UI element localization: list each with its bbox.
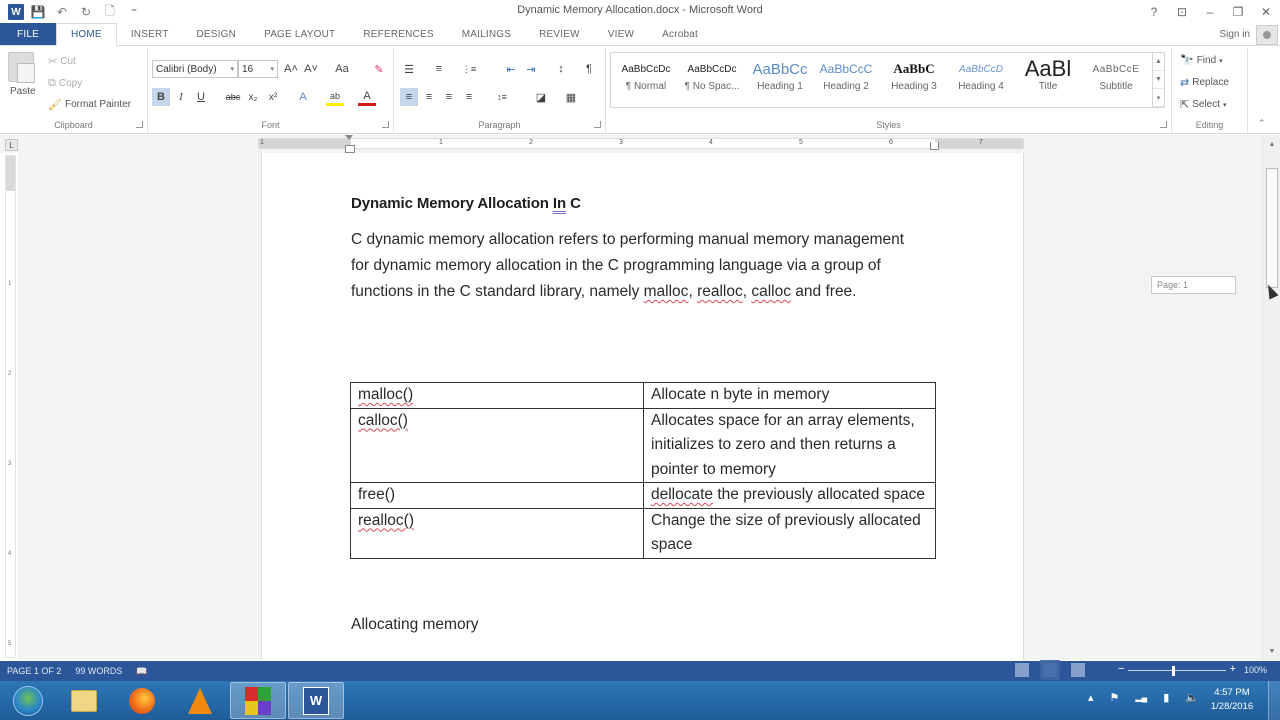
line-spacing-button[interactable]: ↕≡ [497, 92, 507, 102]
chevron-down-icon: ▾ [270, 66, 274, 73]
system-clock[interactable] [1200, 686, 1264, 714]
align-center-button[interactable]: ≡ [425, 91, 433, 103]
function-name: malloc() [358, 386, 414, 403]
brush-icon: 🖌 [48, 99, 62, 111]
right-indent-marker[interactable] [930, 142, 939, 150]
ruler-tick: 1 [8, 281, 12, 287]
italic-button[interactable]: I [179, 91, 183, 103]
zoom-slider[interactable] [1118, 665, 1236, 677]
firefox-icon [129, 688, 155, 714]
action-center-flag-icon[interactable]: ⚑ [1109, 692, 1120, 704]
zoom-track[interactable] [1128, 670, 1226, 671]
ruler-tick: 5 [799, 139, 803, 146]
style-name: Heading 1 [757, 81, 803, 92]
ruler-tick: 4 [709, 139, 713, 146]
intro-paragraph [351, 227, 916, 305]
style-heading-4[interactable] [948, 57, 1014, 103]
cut-label: Cut [60, 56, 76, 67]
styles-gallery-scroll [1152, 53, 1164, 107]
table-row [351, 483, 936, 509]
tab-design[interactable]: DESIGN [196, 28, 237, 40]
clipboard-dialog-launcher[interactable] [136, 121, 143, 128]
sort-button[interactable]: ↕ [558, 63, 564, 75]
text-effects-button[interactable]: A [299, 91, 307, 103]
copy-label: Copy [58, 78, 83, 89]
ribbon [0, 46, 1280, 134]
paragraph-group [394, 48, 606, 132]
tab-home[interactable]: HOME [56, 23, 117, 46]
table-cell-description[interactable]: Allocates space for an array elements, initializes to zero and then returns a pointer to memory [644, 408, 936, 483]
minimize-button[interactable]: – [1206, 5, 1214, 19]
show-marks-button[interactable]: ¶ [586, 63, 592, 75]
font-color-button[interactable]: A [358, 88, 376, 106]
clipboard-group [0, 48, 148, 132]
style-sample: AaBbCc [752, 60, 808, 78]
folder-icon [71, 690, 97, 712]
copy-icon: ⧉ [48, 77, 56, 89]
editing-group-label: Editing [1195, 120, 1224, 130]
paste-label-wrap [10, 86, 36, 97]
style-name: ¶ No Spac... [684, 81, 740, 92]
start-button[interactable] [0, 682, 56, 719]
chevron-down-icon: ▾ [1219, 57, 1223, 65]
ruler-tick: 6 [889, 139, 893, 146]
style-heading-1[interactable] [747, 57, 813, 103]
borders-button[interactable]: ▦ [565, 91, 577, 104]
zoom-out-button[interactable]: − [1118, 663, 1125, 675]
ribbon-tabs [0, 24, 1280, 46]
table-cell-description[interactable] [644, 483, 936, 509]
window-title: Dynamic Memory Allocation.docx - Microsoft Word [517, 4, 763, 16]
tab-insert[interactable]: INSERT [130, 28, 169, 40]
new-document-icon[interactable]: 🗋 [105, 3, 115, 18]
style-sample: AaBbCcE [1092, 63, 1140, 75]
paragraph-text: C dynamic memory allocation refers to performing manual memory management for dynamic memory allocation in the C programming language via a group of functions in the C standard library, namely [351, 231, 905, 300]
style-heading-2[interactable] [813, 57, 879, 103]
functions-table[interactable] [350, 382, 936, 559]
scissors-icon: ✂ [48, 56, 58, 68]
select-cursor-icon: ⇱ [1180, 99, 1190, 111]
numbering-button[interactable]: ≡ [435, 63, 443, 75]
function-name: realloc() [358, 511, 414, 529]
spelling-flagged-word: calloc [751, 283, 791, 300]
binoculars-icon: 🔭 [1180, 55, 1194, 67]
description-text: the previously allocated space [713, 486, 926, 503]
style-heading-3[interactable] [881, 57, 947, 103]
taskbar-app[interactable] [230, 682, 286, 719]
show-desktop-button[interactable] [1268, 681, 1280, 720]
tab-view[interactable]: VIEW [607, 28, 635, 40]
ruler-tick: 1 [439, 139, 443, 146]
scroll-down-icon[interactable]: ▼ [1268, 647, 1276, 655]
style-name: Heading 3 [891, 81, 937, 92]
heading-text: C [566, 195, 581, 212]
table-row [351, 408, 936, 483]
multilevel-list-button[interactable]: ⋮≡ [461, 63, 477, 74]
show-hidden-icons[interactable]: ▴ [1088, 692, 1094, 704]
strikethrough-button[interactable]: abc [225, 92, 241, 102]
horizontal-ruler[interactable] [258, 138, 1024, 149]
taskbar-explorer[interactable] [56, 682, 112, 719]
table-cell-description[interactable]: Allocate n byte in memory [644, 383, 936, 409]
ruler-tick: 2 [8, 371, 12, 377]
tab-file[interactable]: FILE [0, 23, 56, 45]
find-button[interactable] [1180, 54, 1223, 67]
shrink-font-button[interactable]: A˅ [304, 63, 318, 75]
page-count-status[interactable]: PAGE 1 OF 2 [7, 666, 62, 676]
volume-icon[interactable]: 🔈 [1185, 692, 1199, 704]
font-group-label: Font [261, 120, 280, 130]
scrollbar-thumb[interactable] [1266, 168, 1278, 288]
taskbar-word[interactable] [288, 682, 344, 719]
clock-time: 4:57 PM [1214, 687, 1250, 698]
style-no-spacing[interactable] [679, 57, 745, 103]
print-layout-icon[interactable] [1043, 663, 1057, 677]
subscript-button[interactable]: x₂ [248, 91, 258, 103]
ruler-tick: 2 [529, 139, 533, 146]
font-group [148, 48, 394, 132]
styles-gallery [610, 52, 1165, 108]
subheading: Allocating memory [351, 616, 479, 633]
view-buttons [1015, 663, 1085, 677]
tab-page-layout[interactable]: PAGE LAYOUT [264, 28, 336, 40]
font-name-select[interactable] [152, 60, 238, 78]
format-painter-button[interactable] [48, 98, 131, 111]
windows-start-icon [13, 686, 43, 716]
scroll-up-icon[interactable]: ▲ [1268, 140, 1276, 148]
top-margin-area [6, 156, 15, 191]
tab-references[interactable]: REFERENCES [363, 28, 434, 40]
title-bar [0, 0, 1280, 24]
table-row [351, 508, 936, 558]
style-name: Subtitle [1099, 81, 1133, 92]
styles-group-label: Styles [876, 120, 901, 130]
style-subtitle[interactable] [1083, 57, 1149, 103]
style-name: Title [1038, 81, 1058, 92]
heading-text: Dynamic Memory Allocation [351, 195, 553, 212]
save-icon[interactable]: 💾 [30, 5, 46, 19]
style-sample: AaBbCcDc [687, 63, 737, 75]
shading-button[interactable]: ◪ [535, 91, 547, 104]
decrease-indent-button[interactable]: ⇤ [506, 63, 516, 76]
taskbar [0, 681, 1280, 720]
read-mode-icon[interactable] [1015, 663, 1029, 677]
tab-mailings[interactable]: MAILINGS [461, 28, 512, 40]
ribbon-display-options-button[interactable]: ⊡ [1176, 5, 1188, 19]
ruler-tick: 4 [8, 551, 12, 557]
spelling-flagged-word: realloc [697, 283, 743, 300]
close-button[interactable]: ✕ [1260, 5, 1272, 19]
left-margin-area [259, 139, 351, 148]
style-sample: AaBbCcD [959, 63, 1003, 75]
status-bar [0, 661, 1280, 681]
bold-button[interactable]: B [152, 88, 170, 106]
table-cell-function[interactable] [351, 408, 644, 483]
paste-icon [8, 52, 34, 82]
web-layout-icon[interactable] [1071, 663, 1085, 677]
word-count-status[interactable]: 99 WORDS [75, 666, 123, 676]
horizontal-ruler-row [0, 135, 1280, 153]
ruler-tick: 1 [260, 139, 264, 146]
style-name: Heading 2 [823, 81, 869, 92]
ruler-tick: 3 [619, 139, 623, 146]
spelling-flagged-word: malloc [643, 283, 689, 300]
underline-button[interactable]: U [197, 91, 205, 103]
vertical-scrollbar[interactable] [1262, 135, 1280, 660]
align-left-button[interactable]: ≡ [400, 88, 418, 106]
collapse-ribbon-icon[interactable]: ⌃ [1258, 118, 1266, 128]
paragraph-text: , [742, 283, 752, 300]
document-page[interactable] [261, 153, 1024, 660]
ruler-tick: 7 [979, 139, 983, 146]
grow-font-button[interactable]: A˄ [284, 63, 298, 75]
table-row [351, 383, 936, 409]
style-name: Heading 4 [958, 81, 1004, 92]
avatar[interactable] [1256, 25, 1278, 45]
editing-group [1172, 48, 1248, 132]
justify-button[interactable]: ≡ [465, 91, 473, 103]
style-sample: AaBl [1024, 57, 1072, 81]
table-cell-function[interactable] [351, 383, 644, 409]
gallery-up-icon[interactable]: ▲ [1153, 53, 1164, 71]
clear-formatting-button[interactable]: ✎ [374, 63, 384, 76]
bullets-button[interactable]: ☰ [404, 63, 414, 76]
highlight-button[interactable]: ab [326, 88, 344, 106]
change-case-button[interactable]: Aa [335, 63, 349, 75]
tab-review[interactable]: REVIEW [539, 28, 580, 40]
table-cell-function[interactable] [351, 483, 644, 509]
system-tray [1088, 691, 1199, 704]
paragraph-dialog-launcher[interactable] [594, 121, 601, 128]
quick-access-toolbar [0, 0, 144, 24]
proofing-icon[interactable]: 📖 [136, 665, 148, 676]
sign-in-link[interactable]: Sign in [1219, 29, 1250, 40]
format-painter-label: Format Painter [64, 99, 132, 110]
battery-icon[interactable]: ▮ [1163, 692, 1170, 704]
tab-selector[interactable]: L [5, 139, 18, 151]
table-cell-function[interactable] [351, 508, 644, 558]
function-name: free() [358, 486, 396, 503]
help-button[interactable]: ? [1150, 5, 1158, 19]
document-workspace [18, 153, 1262, 660]
find-label: Find [1196, 55, 1217, 66]
left-indent-marker[interactable] [345, 135, 354, 153]
font-dialog-launcher[interactable] [382, 121, 389, 128]
chevron-down-icon: ▾ [230, 66, 234, 73]
chevron-down-icon: ▾ [1223, 101, 1227, 109]
style-normal[interactable] [613, 57, 679, 103]
document-body[interactable] [351, 195, 941, 305]
select-button[interactable] [1180, 98, 1227, 111]
vertical-ruler[interactable] [5, 155, 16, 658]
replace-label: Replace [1192, 77, 1229, 88]
font-size-select[interactable] [238, 60, 278, 78]
table-cell-description[interactable]: Change the size of previously allocated space [644, 508, 936, 558]
style-title[interactable] [1015, 57, 1081, 103]
style-name: ¶ Normal [625, 81, 667, 92]
window-controls [1140, 0, 1280, 24]
customize-qat-icon[interactable]: ⁼ [130, 5, 138, 19]
tab-acrobat[interactable]: Acrobat [662, 28, 698, 40]
copy-button[interactable] [48, 77, 82, 90]
replace-icon: ⇄ [1180, 77, 1190, 89]
paragraph-group-label: Paragraph [478, 120, 521, 130]
function-name: calloc() [358, 411, 408, 429]
word-icon: W [303, 687, 329, 715]
paragraph-text: , [688, 283, 698, 300]
ruler-tick: 5 [8, 641, 12, 647]
taskbar-vlc[interactable] [172, 682, 228, 719]
replace-button[interactable] [1180, 76, 1229, 89]
taskbar-firefox[interactable] [114, 682, 170, 719]
zoom-in-button[interactable]: + [1229, 663, 1236, 675]
spelling-flagged-word: dellocate [651, 486, 714, 503]
align-right-button[interactable]: ≡ [445, 91, 453, 103]
style-sample: AaBbCcDc [621, 63, 671, 75]
page-position-tooltip: Page: 1 [1151, 276, 1236, 294]
increase-indent-button[interactable]: ⇥ [526, 63, 536, 76]
clipboard-group-label: Clipboard [54, 120, 93, 130]
redo-icon[interactable]: ↻ [80, 5, 92, 19]
cut-button[interactable] [48, 55, 76, 68]
document-heading [351, 195, 941, 212]
vlc-icon [188, 688, 212, 714]
zoom-knob[interactable] [1172, 666, 1175, 676]
paragraph-text: and free. [791, 283, 857, 300]
font-size-value: 16 [242, 63, 254, 75]
styles-dialog-launcher[interactable] [1160, 121, 1167, 128]
colored-squares-app-icon [245, 687, 271, 715]
ruler-tick: 3 [8, 461, 12, 467]
network-icon[interactable]: ▂▄ [1135, 693, 1148, 702]
undo-icon[interactable]: ↶ [56, 5, 68, 19]
paste-text: Paste [10, 86, 36, 97]
select-label: Select [1192, 99, 1221, 110]
paste-button[interactable] [8, 52, 34, 84]
gallery-down-icon[interactable]: ▼ [1153, 71, 1164, 89]
word-app-icon[interactable]: W [8, 4, 24, 20]
superscript-button[interactable]: x² [268, 91, 278, 103]
gallery-more-icon[interactable]: ▾ [1153, 89, 1164, 107]
grammar-flagged-word: In [552, 195, 567, 212]
style-sample: AaBbCcC [819, 62, 873, 76]
restore-button[interactable]: ❐ [1232, 5, 1244, 19]
clock-date: 1/28/2016 [1210, 701, 1254, 712]
zoom-level[interactable]: 100% [1244, 665, 1268, 675]
style-sample: AaBbC [893, 61, 935, 76]
font-name-value: Calibri (Body) [156, 63, 217, 75]
